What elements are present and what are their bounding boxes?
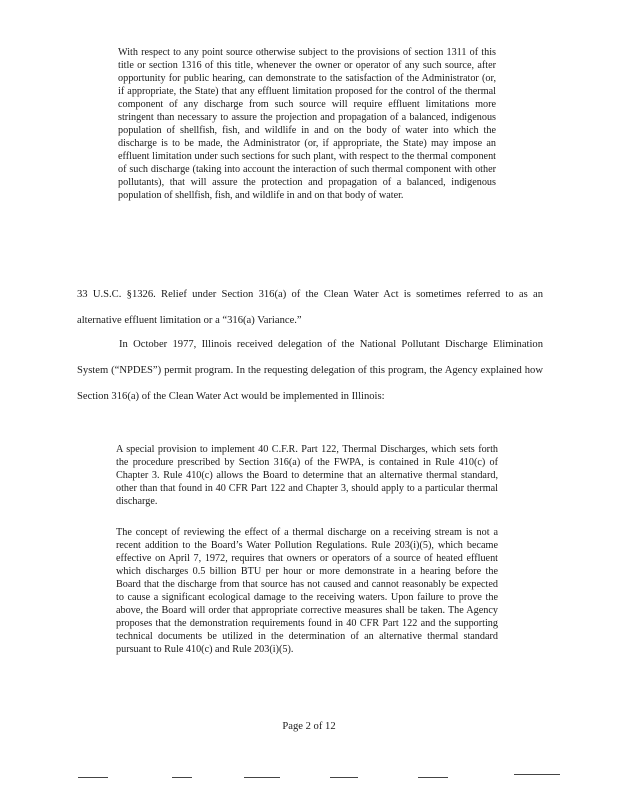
agency-quote-paragraph-1: A special provision to implement 40 C.F.R. Part 122, Thermal Discharges, which sets forth the procedure prescribed by Section 316(a) of the FWPA, is contained in Rule 410(c) of Chapter 3. Rule 410(c) allows the Board to determine that an alternative thermal standard, other than that found in 40 CFR Part 122 and Chapter 3, should apply to a particular thermal discharge. <box>116 444 498 507</box>
citation-paragraph: 33 U.S.C. §1326. Relief under Section 316(a) of the Clean Water Act is sometimes referred to as an alternative effluent limitation or a “316(a) Variance.” <box>77 289 543 326</box>
scan-mark <box>78 777 108 778</box>
statute-block-quote: With respect to any point source otherwise subject to the provisions of section 1311 of this title or section 1316 of this title, whenever the owner or operator of any such source, after opportunity for public hearing, can demonstrate to the satisfaction of the Administrator (or, if appropriate, the State) that any effluent limitation proposed for the control of the thermal component of any discharge from such source will require effluent limitations more stringent than necessary to assure the projection and propagation of a balanced, indigenous population of shellfish, fish, and wildlife in and on the body of water into which the discharge is to be made, the Administrator (or, if appropriate, the State) may impose an effluent limitation under such sections for such plant, with respect to the thermal component of such discharge (taking into account the interaction of such thermal component with other pollutants), that will assure the protection and propagation of a balanced, indigenous population of shellfish, fish, and wildlife in and on that body of water. <box>118 47 496 201</box>
delegation-paragraph: In October 1977, Illinois received delegation of the National Pollutant Discharge Elimination System (“NPDES”) permit program. In the requesting delegation of this program, the Agency explained how Section 316(a) of the Clean Water Act would be implemented in Illinois: <box>77 339 543 402</box>
scan-mark <box>244 777 280 778</box>
scan-mark <box>418 777 448 778</box>
scan-mark <box>172 777 192 778</box>
page-number: Page 2 of 12 <box>282 721 336 732</box>
scan-mark <box>514 774 560 775</box>
agency-quote-paragraph-2: The concept of reviewing the effect of a thermal discharge on a receiving stream is not a recent addition to the Board’s Water Pollution Regulations. Rule 203(i)(5), which became effective on April 7, 1972, requires that owners or operators of a source of heated effluent which discharges 0.5 billion BTU per hour or more demonstrate in a hearing before the Board that the discharge from that source has not caused and cannot reasonably be expected to cause a significant ecological damage to the receiving waters. Upon failure to prove the above, the Board will order that appropriate corrective measures shall be taken. The Agency proposes that the demonstration requirements found in 40 CFR Part 122 and the supporting technical documents be utilized in the determination of an alternative thermal standard pursuant to Rule 410(c) and Rule 203(i)(5). <box>116 527 498 655</box>
scan-mark <box>330 777 358 778</box>
